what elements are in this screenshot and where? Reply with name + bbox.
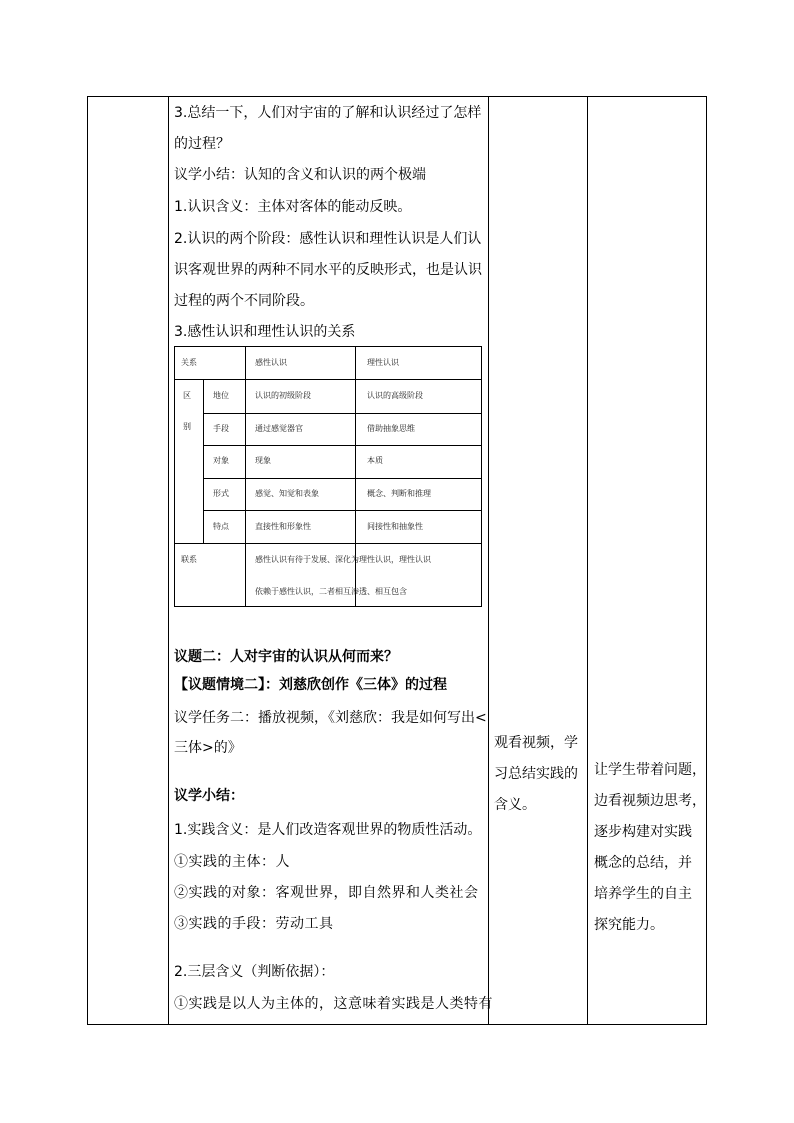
row-perceptual: 直接性和形象性	[255, 522, 311, 531]
row-label: 特点	[213, 522, 229, 531]
diff-label-1: 区	[183, 391, 191, 400]
comparison-table	[174, 346, 482, 607]
summary-title: 议学小结：认知的含义和认识的两个极端	[174, 167, 426, 183]
task-2-line1: 议学任务二：播放视频，《刘慈欣：我是如何写出<	[174, 710, 487, 726]
practice-definition: 1.实践含义：是人们改造客观世界的物质性活动。	[174, 822, 482, 838]
column-divider	[168, 97, 169, 1024]
student-activity-line1: 观看视频，学	[494, 735, 578, 751]
column-divider	[488, 97, 489, 1024]
topic-2-heading: 议题二：人对宇宙的认识从何而来？	[174, 649, 398, 665]
row-label: 地位	[213, 391, 229, 400]
row-perceptual: 通过感觉器官	[255, 424, 303, 433]
row-rational: 认识的高级阶段	[367, 391, 423, 400]
row-label: 手段	[213, 424, 229, 433]
diff-label-2: 别	[183, 422, 191, 431]
row-label: 形式	[213, 489, 229, 498]
definition-2-line1: 2.认识的两个阶段：感性认识和理性认识是人们认	[174, 231, 482, 247]
definition-1: 1.认识含义：主体对客体的能动反映。	[174, 199, 412, 215]
table-line	[203, 478, 481, 479]
link-text-line1: 感性认识有待于发展、深化为理性认识，理性认识	[255, 555, 431, 564]
student-activity-line2: 习总结实践的	[494, 766, 578, 782]
practice-means: ③实践的手段：劳动工具	[174, 916, 334, 932]
column-divider	[587, 97, 588, 1024]
header-perceptual: 感性认识	[255, 358, 287, 367]
task-2-line2: 三体>的》	[174, 740, 242, 756]
student-activity-line3: 含义。	[494, 797, 536, 813]
table-line	[355, 347, 356, 606]
row-rational: 本质	[367, 456, 383, 465]
row-perceptual: 认识的初级阶段	[255, 391, 311, 400]
row-rational: 间接性和抽象性	[367, 522, 423, 531]
design-intent-line3: 逐步构建对实践	[594, 824, 692, 840]
row-perceptual: 感觉、知觉和表象	[255, 489, 319, 498]
design-intent-line4: 概念的总结，并	[594, 855, 692, 871]
definition-2-line3: 过程的两个不同阶段。	[174, 293, 314, 309]
practice-object: ②实践的对象：客观世界，即自然界和人类社会	[174, 885, 479, 901]
header-rational: 理性认识	[367, 358, 399, 367]
table-line	[203, 510, 481, 511]
definition-3: 3.感性认识和理性认识的关系	[174, 324, 356, 340]
practice-meaning-1: ①实践是以人为主体的，这意味着实践是人类特有	[174, 996, 493, 1012]
scenario-2-heading: 【议题情境二】：刘慈欣创作《三体》的过程	[174, 677, 447, 693]
table-line	[175, 379, 481, 380]
table-line	[245, 543, 246, 606]
row-perceptual: 现象	[255, 456, 271, 465]
practice-three-meanings: 2.三层含义（判断依据）：	[174, 964, 335, 980]
link-label: 联系	[181, 555, 197, 564]
question-3-line1: 3.总结一下，人们对宇宙的了解和认识经过了怎样	[174, 105, 482, 121]
question-3-line2: 的过程？	[174, 136, 230, 152]
table-line	[203, 445, 481, 446]
definition-2-line2: 识客观世界的两种不同水平的反映形式，也是认识	[174, 262, 482, 278]
summary-2-heading: 议学小结：	[174, 788, 244, 804]
practice-subject: ①实践的主体：人	[174, 854, 290, 870]
table-line	[203, 379, 204, 543]
design-intent-line1: 让学生带着问题，	[594, 762, 706, 778]
design-intent-line2: 边看视频边思考，	[594, 793, 706, 809]
link-text-line2: 依赖于感性认识，二者相互渗透、相互包含	[255, 587, 407, 596]
table-line	[203, 413, 481, 414]
row-rational: 借助抽象思维	[367, 424, 415, 433]
design-intent-line5: 培养学生的自主	[594, 886, 692, 902]
design-intent-line6: 探究能力。	[594, 917, 664, 933]
table-line	[175, 543, 481, 544]
row-rational: 概念、判断和推理	[367, 489, 431, 498]
row-label: 对象	[213, 456, 229, 465]
header-relation: 关系	[181, 358, 197, 367]
